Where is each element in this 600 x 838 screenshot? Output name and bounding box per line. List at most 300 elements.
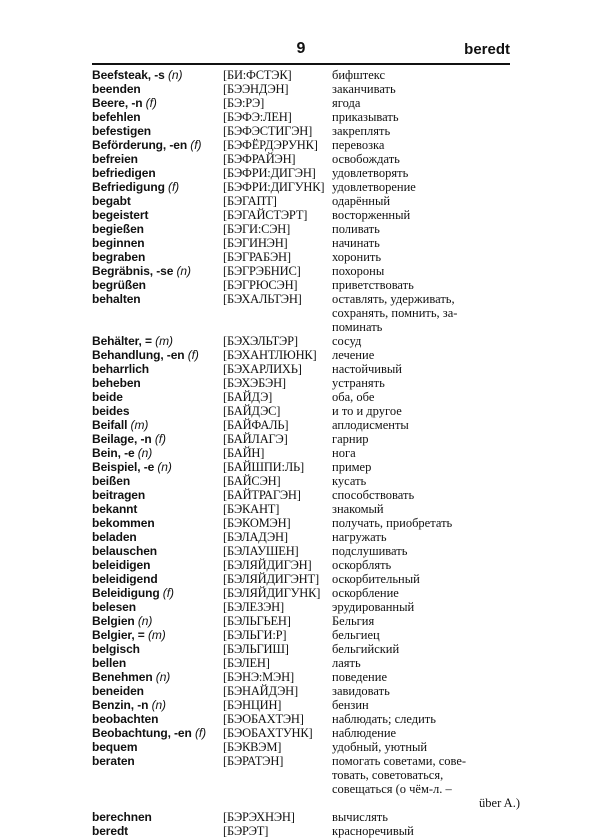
headword xyxy=(92,264,222,278)
headword xyxy=(92,614,222,628)
translation xyxy=(332,740,532,754)
translation-line: устранять xyxy=(332,376,385,390)
headword xyxy=(92,348,222,362)
translation xyxy=(332,446,532,460)
headword xyxy=(92,656,222,670)
headword xyxy=(92,82,222,96)
headword xyxy=(92,488,222,502)
headword xyxy=(92,418,222,432)
headword-text: belauschen xyxy=(92,544,158,558)
headword xyxy=(92,446,222,460)
page-header xyxy=(92,34,510,64)
dictionary-entry xyxy=(92,348,522,362)
dictionary-entry xyxy=(92,600,522,614)
dictionary-entry xyxy=(92,698,522,712)
translation-line: аплодисменты xyxy=(332,418,409,432)
pronunciation: [БЭЛЬГИШ] xyxy=(223,642,289,656)
translation xyxy=(332,586,532,600)
translation-line: товать, советоваться, xyxy=(332,768,444,782)
translation xyxy=(332,488,532,502)
translation-line: способствовать xyxy=(332,488,415,502)
translation xyxy=(332,516,532,530)
pronunciation: [БЭГАПТ] xyxy=(223,194,277,208)
pronunciation: [БЭХЭЛЬТЭР] xyxy=(223,334,298,348)
translation-line: удовлетворять xyxy=(332,166,409,180)
pronunciation: [БЭНЭ:МЭН] xyxy=(223,670,294,684)
translation-line: пример xyxy=(332,460,372,474)
headword xyxy=(92,642,222,656)
translation xyxy=(332,474,532,488)
headword-text: befehlen xyxy=(92,110,141,124)
headword xyxy=(92,684,222,698)
headword xyxy=(92,754,222,768)
dictionary-entry xyxy=(92,236,522,250)
pronunciation: [БЭХАРЛИХЬ] xyxy=(223,362,302,376)
headword xyxy=(92,810,222,824)
headword-text: begraben xyxy=(92,250,146,264)
pronunciation: [БЭЛЯЙДИГЭН] xyxy=(223,558,312,572)
headword-text: beginnen xyxy=(92,236,145,250)
translation xyxy=(332,600,532,614)
pronunciation: [БЭЛЕЗЭН] xyxy=(223,600,284,614)
dictionary-entry xyxy=(92,642,522,656)
dictionary-entry xyxy=(92,334,522,348)
translation xyxy=(332,362,532,376)
translation-line: оба, обе xyxy=(332,390,375,404)
pronunciation: [БЭКОМЭН] xyxy=(223,516,291,530)
dictionary-entry xyxy=(92,488,522,502)
translation-line: поливать xyxy=(332,222,380,236)
dictionary-entry xyxy=(92,726,522,740)
pronunciation: [БАЙФАЛЬ] xyxy=(223,418,289,432)
pronunciation: [БЭГИНЭН] xyxy=(223,236,288,250)
dictionary-entry xyxy=(92,572,522,586)
pronunciation: [БАЙН] xyxy=(223,446,265,460)
dictionary-entry xyxy=(92,530,522,544)
dictionary-entry xyxy=(92,824,522,838)
pronunciation: [БЭЛАУШЕН] xyxy=(223,544,299,558)
gender-marker: (f) xyxy=(187,138,202,152)
dictionary-entry xyxy=(92,516,522,530)
headword xyxy=(92,124,222,138)
dictionary-entry xyxy=(92,138,522,152)
headword-text: beißen xyxy=(92,474,131,488)
dictionary-entry xyxy=(92,460,522,474)
pronunciation: [БЭКВЭМ] xyxy=(223,740,282,754)
translation-line: лаять xyxy=(332,656,361,670)
translation xyxy=(332,208,532,222)
headword xyxy=(92,600,222,614)
pronunciation: [БЭГРЭБНИС] xyxy=(223,264,301,278)
dictionary-entry xyxy=(92,362,522,376)
translation xyxy=(332,558,532,572)
translation-line: оставлять, удерживать, xyxy=(332,292,455,306)
pronunciation: [БЭХАНТЛЮНК] xyxy=(223,348,317,362)
translation-line: наблюдать; следить xyxy=(332,712,436,726)
translation-line: бельгийский xyxy=(332,642,400,656)
translation-line: и то и другое xyxy=(332,404,402,418)
dictionary-entry xyxy=(92,376,522,390)
headword-text: Behandlung, -en xyxy=(92,348,185,362)
headword-text: beharrlich xyxy=(92,362,150,376)
pronunciation: [БЭНЦИН] xyxy=(223,698,282,712)
translation-line: одарённый xyxy=(332,194,391,208)
headword xyxy=(92,376,222,390)
headword xyxy=(92,68,222,82)
translation xyxy=(332,824,532,838)
gender-marker: (f) xyxy=(151,432,166,446)
pronunciation: [БИ:ФСТЭК] xyxy=(223,68,292,82)
headword-text: bekommen xyxy=(92,516,155,530)
translation xyxy=(332,432,532,446)
headword xyxy=(92,250,222,264)
headword-text: beide xyxy=(92,390,123,404)
headword xyxy=(92,432,222,446)
translation-line: удобный, уютный xyxy=(332,740,428,754)
dictionary-entry xyxy=(92,110,522,124)
pronunciation: [БЭ:РЭ] xyxy=(223,96,265,110)
translation xyxy=(332,348,532,362)
entry-list xyxy=(92,68,522,838)
headword xyxy=(92,530,222,544)
pronunciation: [БЭХАЛЬТЭН] xyxy=(223,292,302,306)
headword xyxy=(92,502,222,516)
headword xyxy=(92,194,222,208)
gender-marker: (m) xyxy=(147,628,166,642)
translation xyxy=(332,236,532,250)
pronunciation: [БЭФРИ:ДИГЭН] xyxy=(223,166,316,180)
headword-text: befestigen xyxy=(92,124,152,138)
translation-line: закреплять xyxy=(332,124,391,138)
translation-line: заканчивать xyxy=(332,82,396,96)
pronunciation: [БЭРАТЭН] xyxy=(223,754,284,768)
translation-line: завидовать xyxy=(332,684,390,698)
translation-line: бифштекс xyxy=(332,68,386,82)
translation xyxy=(332,754,532,810)
headword xyxy=(92,460,222,474)
headword xyxy=(92,740,222,754)
headword-text: beleidigen xyxy=(92,558,151,572)
pronunciation: [БЭФРАЙЭН] xyxy=(223,152,296,166)
pronunciation: [БЭЛЯЙДИГУНК] xyxy=(223,586,321,600)
translation-line: ягода xyxy=(332,96,361,110)
dictionary-entry xyxy=(92,670,522,684)
pronunciation: [БЭГРАБЭН] xyxy=(223,250,291,264)
pronunciation: [БЭОБАХТЭН] xyxy=(223,712,304,726)
headword-text: beleidigend xyxy=(92,572,158,586)
pronunciation: [БЭГИ:СЭН] xyxy=(223,222,291,236)
dictionary-entry xyxy=(92,222,522,236)
pronunciation: [БЭЛАДЭН] xyxy=(223,530,288,544)
headword-text: belgisch xyxy=(92,642,140,656)
headword xyxy=(92,208,222,222)
translation xyxy=(332,194,532,208)
translation xyxy=(332,418,532,432)
headword xyxy=(92,180,222,194)
translation xyxy=(332,278,532,292)
translation-line: нога xyxy=(332,446,356,460)
headword xyxy=(92,278,222,292)
headword-text: Begräbnis, -se xyxy=(92,264,174,278)
dictionary-entry xyxy=(92,124,522,138)
translation xyxy=(332,264,532,278)
gender-marker: (n) xyxy=(134,446,153,460)
headword-text: beobachten xyxy=(92,712,159,726)
headword-text: begabt xyxy=(92,194,131,208)
translation-line: наблюдение xyxy=(332,726,397,740)
headword xyxy=(92,698,222,712)
translation xyxy=(332,404,532,418)
headword-text: beenden xyxy=(92,82,141,96)
translation-line: гарнир xyxy=(332,432,369,446)
translation-line: оскорбительный xyxy=(332,572,420,586)
headword-text: Befriedigung xyxy=(92,180,165,194)
headword xyxy=(92,152,222,166)
headword-text: beitragen xyxy=(92,488,146,502)
dictionary-entry xyxy=(92,474,522,488)
translation xyxy=(332,698,532,712)
headword-text: begeistert xyxy=(92,208,149,222)
translation xyxy=(332,712,532,726)
translation-line: über A.) xyxy=(479,796,520,810)
translation-line: восторженный xyxy=(332,208,411,222)
translation xyxy=(332,502,532,516)
headword-text: Beförderung, -en xyxy=(92,138,188,152)
pronunciation: [БАЙДЭС] xyxy=(223,404,281,418)
gender-marker: (f) xyxy=(191,726,206,740)
dictionary-entry xyxy=(92,558,522,572)
translation xyxy=(332,628,532,642)
headword xyxy=(92,236,222,250)
dictionary-entry xyxy=(92,250,522,264)
dictionary-entry xyxy=(92,180,522,194)
gender-marker: (n) xyxy=(152,670,171,684)
pronunciation: [БЭЛЬГЬЕН] xyxy=(223,614,291,628)
translation-line: подслушивать xyxy=(332,544,408,558)
headword-text: bekannt xyxy=(92,502,138,516)
translation xyxy=(332,614,532,628)
gender-marker: (f) xyxy=(164,180,180,194)
translation xyxy=(332,530,532,544)
headword xyxy=(92,292,222,306)
headword-text: Beleidigung xyxy=(92,586,160,600)
gender-marker: (f) xyxy=(184,348,199,362)
dictionary-entry xyxy=(92,68,522,82)
translation-line: вычислять xyxy=(332,810,388,824)
gender-marker: (n) xyxy=(134,614,153,628)
dictionary-entry xyxy=(92,82,522,96)
translation xyxy=(332,334,532,348)
headword xyxy=(92,824,222,838)
translation xyxy=(332,390,532,404)
headword-text: beredt xyxy=(92,824,129,838)
headword xyxy=(92,390,222,404)
headword-text: beraten xyxy=(92,754,135,768)
pronunciation: [БЭФЭ:ЛЕН] xyxy=(223,110,292,124)
pronunciation: [БЭЛЬГИ:Р] xyxy=(223,628,287,642)
translation xyxy=(332,96,532,110)
translation xyxy=(332,376,532,390)
headword-text: beheben xyxy=(92,376,141,390)
translation xyxy=(332,684,532,698)
translation xyxy=(332,82,532,96)
pronunciation: [БЭОБАХТУНК] xyxy=(223,726,313,740)
headword-text: beladen xyxy=(92,530,137,544)
dictionary-entry xyxy=(92,390,522,404)
headword xyxy=(92,334,222,348)
headword-text: behalten xyxy=(92,292,141,306)
dictionary-entry xyxy=(92,614,522,628)
translation-line: сосуд xyxy=(332,334,362,348)
headword-text: Benehmen xyxy=(92,670,153,684)
translation xyxy=(332,68,532,82)
dictionary-entry xyxy=(92,418,522,432)
translation xyxy=(332,460,532,474)
dictionary-entry xyxy=(92,446,522,460)
headword xyxy=(92,110,222,124)
translation-line: помогать советами, сове- xyxy=(332,754,467,768)
translation-line: нагружать xyxy=(332,530,387,544)
gender-marker: (n) xyxy=(148,698,166,712)
headword xyxy=(92,726,222,740)
dictionary-entry xyxy=(92,740,522,754)
pronunciation: [БАЙТРАГЭН] xyxy=(223,488,301,502)
translation xyxy=(332,250,532,264)
headword-text: befreien xyxy=(92,152,138,166)
headword-text: Beobachtung, -en xyxy=(92,726,192,740)
headword xyxy=(92,96,222,110)
headword-text: Beere, -n xyxy=(92,96,143,110)
pronunciation: [БЭНАЙДЭН] xyxy=(223,684,298,698)
dictionary-entry xyxy=(92,278,522,292)
translation-line: перевозка xyxy=(332,138,385,152)
dictionary-entry xyxy=(92,152,522,166)
pronunciation: [БЭРЭТ] xyxy=(223,824,269,838)
pronunciation: [БАЙЛАГЭ] xyxy=(223,432,288,446)
gender-marker: (f) xyxy=(142,96,157,110)
dictionary-entry xyxy=(92,684,522,698)
translation-line: удовлетворение xyxy=(332,180,416,194)
headword xyxy=(92,138,222,152)
translation-line: красноречивый xyxy=(332,824,414,838)
pronunciation: [БЭГРЮСЭН] xyxy=(223,278,298,292)
translation-line: получать, приобретать xyxy=(332,516,453,530)
headword-text: Benzin, -n xyxy=(92,698,149,712)
headword xyxy=(92,670,222,684)
headword xyxy=(92,404,222,418)
dictionary-entry xyxy=(92,712,522,726)
translation-line: знакомый xyxy=(332,502,384,516)
headword-text: begrüßen xyxy=(92,278,146,292)
translation xyxy=(332,222,532,236)
dictionary-entry xyxy=(92,810,522,824)
dictionary-entry xyxy=(92,628,522,642)
dictionary-entry xyxy=(92,502,522,516)
dictionary-entry xyxy=(92,96,522,110)
translation xyxy=(332,166,532,180)
translation-line: лечение xyxy=(332,348,375,362)
gender-marker: (f) xyxy=(159,586,174,600)
translation xyxy=(332,726,532,740)
translation-line: оскорбление xyxy=(332,586,399,600)
pronunciation: [БЭЛЕН] xyxy=(223,656,270,670)
page-number: 9 xyxy=(296,40,306,57)
translation-line: поминать xyxy=(332,320,383,334)
translation xyxy=(332,110,532,124)
pronunciation: [БЭРЭХНЭН] xyxy=(223,810,295,824)
gender-marker: (m) xyxy=(155,334,173,348)
headword xyxy=(92,628,222,642)
translation-line: совещаться (о чём-л. – xyxy=(332,782,452,796)
dictionary-entry xyxy=(92,264,522,278)
dictionary-entry xyxy=(92,404,522,418)
headword xyxy=(92,166,222,180)
translation-line: кусать xyxy=(332,474,367,488)
dictionary-entry xyxy=(92,166,522,180)
translation xyxy=(332,656,532,670)
gender-marker: (n) xyxy=(164,68,183,82)
headword-text: Belgien xyxy=(92,614,135,628)
pronunciation: [БАЙШПИ:ЛЬ] xyxy=(223,460,304,474)
translation-line: настойчивый xyxy=(332,362,402,376)
headword-text: berechnen xyxy=(92,810,152,824)
translation-line: оскорблять xyxy=(332,558,392,572)
dictionary-entry xyxy=(92,292,522,334)
pronunciation: [БЭКАНТ] xyxy=(223,502,280,516)
translation xyxy=(332,292,532,334)
dictionary-entry xyxy=(92,544,522,558)
translation xyxy=(332,152,532,166)
headword-text: Belgier, = xyxy=(92,628,148,642)
headword-text: beides xyxy=(92,404,130,418)
pronunciation: [БЭЛЯЙДИГЭНТ] xyxy=(223,572,319,586)
header-rule xyxy=(92,63,510,65)
translation-line: освобождать xyxy=(332,152,400,166)
pronunciation: [БЭХЭБЭН] xyxy=(223,376,286,390)
headword-text: Beilage, -n xyxy=(92,432,152,446)
headword-text: befriedigen xyxy=(92,166,156,180)
translation-line: поведение xyxy=(332,670,387,684)
headword xyxy=(92,544,222,558)
gender-marker: (n) xyxy=(154,460,172,474)
translation-line: приветствовать xyxy=(332,278,414,292)
pronunciation: [БЭГАЙСТЭРТ] xyxy=(223,208,308,222)
translation-line: эрудированный xyxy=(332,600,415,614)
pronunciation: [БЭФРИ:ДИГУНК] xyxy=(223,180,325,194)
dictionary-entry xyxy=(92,194,522,208)
headword-text: Beispiel, -e xyxy=(92,460,155,474)
dictionary-entry xyxy=(92,754,522,810)
headword xyxy=(92,572,222,586)
headword-text: bequem xyxy=(92,740,138,754)
translation xyxy=(332,810,532,824)
guide-word: beredt xyxy=(464,41,510,58)
pronunciation: [БАЙСЭН] xyxy=(223,474,281,488)
headword-text: beneiden xyxy=(92,684,144,698)
gender-marker: (n) xyxy=(173,264,191,278)
headword xyxy=(92,222,222,236)
translation xyxy=(332,180,532,194)
translation-line: сохранять, помнить, за- xyxy=(332,306,458,320)
headword-text: belesen xyxy=(92,600,136,614)
pronunciation: [БЭФЭСТИГЭН] xyxy=(223,124,313,138)
translation xyxy=(332,138,532,152)
headword xyxy=(92,558,222,572)
translation-line: хоронить xyxy=(332,250,382,264)
translation-line: бензин xyxy=(332,698,369,712)
translation xyxy=(332,642,532,656)
headword xyxy=(92,586,222,600)
